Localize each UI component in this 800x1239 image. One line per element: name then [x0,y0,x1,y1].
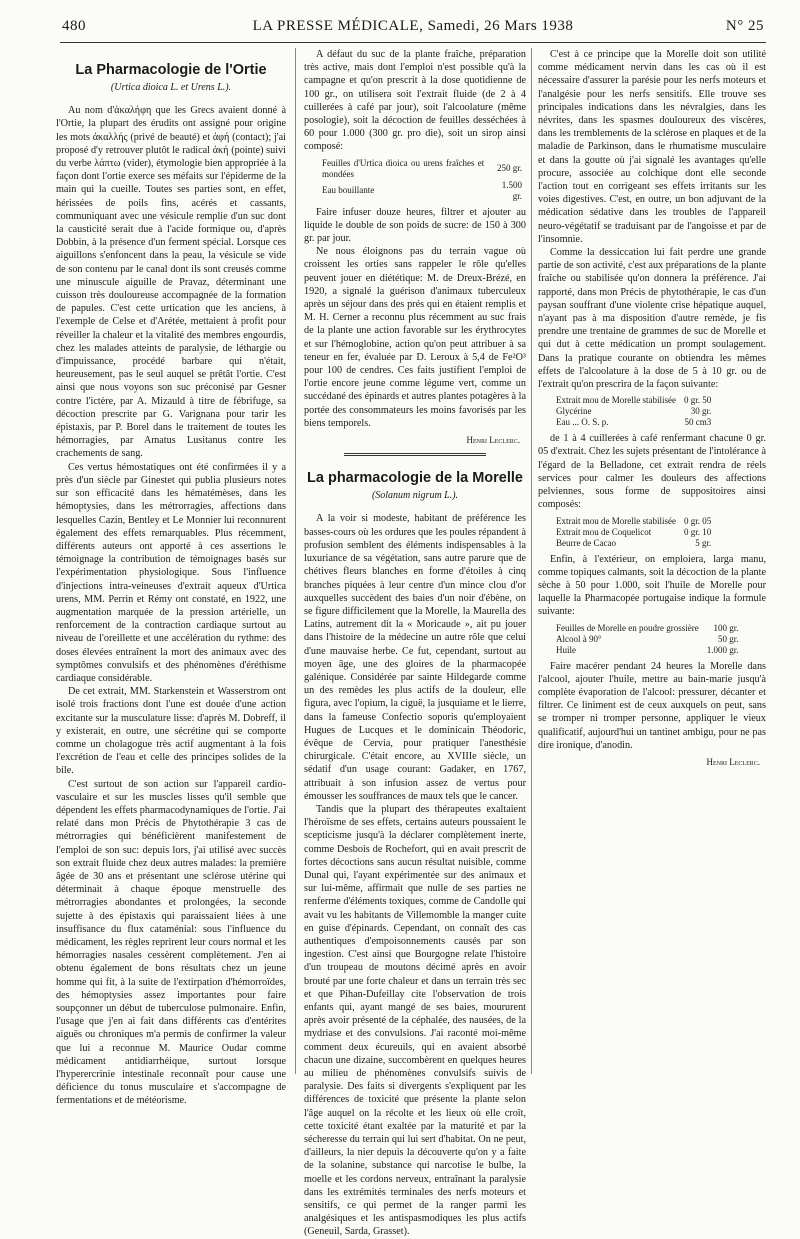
recipe-qty: 250 gr. [496,163,522,174]
paragraph: Ces vertus hémostatiques ont été confirmées il y a près d'un siècle par Ginestet qui publia plusieurs notes sur son efficacité dans les hématémèses, dans les hémoptysies, dans les métrorragies, affections dans lesquelles Cazin, Bentley et Le Monnier lui reconnurent également des effets remarquables. Plus récemment, différents auteurs ont apporté à ces assertions le témoignage la contribution de témoignages basés sur l'expérimentation physiologique. Sous l'influence d'injections intra-veineuses d'extrait aqueux d'Urtica urens, MM. Perrin et Rémy ont constaté, en 1922, une augmentation marquée de la pression artérielle, un renforcement de la contraction cardiaque surtout au niveau de l'oreillette et une accélération du rythme: des doses élevées entraînent la mort des animaux avec des symptômes convulsifs et des phénomènes d'éréthisme cardiaque considérable. [56,461,286,684]
column-separator [295,48,296,1074]
recipe-item: Extrait mou de Morelle stabilisée [556,395,676,406]
signature: Henri Leclerc. [706,756,760,767]
paragraph: Au nom d'ἀκαλήφη que les Grecs avaient donné à l'Ortie, la plupart des érudits ont assigné pour origine les mots ἀκαλλής (privé de beauté) et ἁφή (contact); j'ai proposé d'y retrouver plutôt le radical ἀκή (pointe) suivi du verbe λάπτω (vider), étymologie bien appropriée à la façon dont l'ortie exerce ses méfaits sur l'épiderme de la main qui la cueille. Toutes ses parties sont, en effet, hérissées de poils fins, acérés et cassants, communiquant avec une vésicule remplie d'un suc dont la causticité serait due à l'acide formique ou, d'après Dobbin, à la présence d'un ferment spécial. Lorsque ces aiguillons s'enfoncent dans la peau, la vésicule se vide de son contenu par le canal dont ils sont creusés comme une minuscule aiguille de Pravaz, déterminant une cuisson très douloureuse accompagnée de la formation de papules. C'est cette urtication que les anciens, à l'exemple de Celse et d'Arétée, mettaient à profit pour réveiller la chaleur et la vitalité des membres engourdis, chez les malades atteints de paralysie, de léthargie ou d'impuissance, procédé barbare qui n'était, heureusement, pas le seul auquel se prêtât l'ortie. C'est ainsi que nous voyons son suc préconisé par Gesner contre l'ictère, par A. Mizauld à titre de fébrifuge, sa décoction prescrite par G. Varignana pour tarir les épistaxis, par P. Borel dans le traitement de toutes les hémorragies, par Amatus Lusitanus contre les crachements de sang. [56,105,286,460]
paragraph: Tandis que la plupart des thérapeutes exaltaient l'héroïsme de ses effets, certains auteurs poussaient le scepticisme jusqu'à la déclarer complètement inerte, comme Desbois de Rochefort, qui en avait prescrit de fortes décoctions sans aucun résultat nuisible, comme Dunal qui, l'ayant expérimentée sur des animaux et sur lui-même, affirmait que nulle de ses parties ne renferme d'éléments toxiques, comme de Candolle qui avait vu les habitants de Villemomble la manger cuite en guise d'épinards. Cependant, on connaît des cas authentiques d'empoisonnements causés par son ingestion. C'est ainsi que Bourgogne relate l'histoire d'un troupeau de moutons décimé après en avoir brouté par une forte chaleur et dans un terrain très sec et que Pihan-Dufeillay cite l'observation de trois enfants qui, ayant mangé de ses baies, moururent après avoir présenté de la céphalée, des nausées, de la mydriase et des convulsions. J'ai raconté moi-même comment deux écureuils, qui en avaient absorbé chacun une dizaine, succombèrent en quelques heures au milieu de phénomènes convulsifs suivis de paralysie. Des faits si divergents s'expliquent par les différences de toxicité que présente la plante selon l'âge auquel on la récolte et les lieux où elle croît, cette toxicité étant exaltée par la maturité et par la sécheresse du terrain qui lui sert d'habitat. On ne peut, d'ailleurs, la nier depuis la découverte qu'on y a faite de la solanine, substance qui narcotise le bulbe, la moelle et les cordons nerveux, entraînant la paralysie dans les extrémités terminales des nerfs moteurs et sensitifs, ce qui permet de la ranger parmi les analgésiques et les antispasmodiques les plus actifs (Geneuil, Sarda, Grasset). [304,803,526,1238]
article-title: La pharmacologie de la Morelle [307,470,523,487]
recipe-qty: 100 gr. [713,622,739,633]
paragraph: de 1 à 4 cuillerées à café renfermant chacune 0 gr. 05 d'extrait. Chez les sujets présentant de l'intolérance à l'égard de la Belladone, cet extrait rendra de réels services pour calmer les douleurs des affections pelviennes, sous forme de suppositoires ainsi composés: [538,433,766,511]
column-1 [56,48,286,1107]
recipe-item: Alcool à 90° [556,633,602,644]
recipe-qty: 50 cm3 [684,417,712,428]
issue-number: N° 25 [725,18,764,34]
recipe-item: Feuilles d'Urtica dioica ou urens fraîches et mondées [322,157,485,179]
recipe-table [318,158,526,202]
recipe-qty: 0 gr. 50 [683,395,712,406]
recipe-table [552,623,742,656]
recipe-item: Feuilles de Morelle en poudre grossière [556,622,699,633]
article-title: La Pharmacologie de l'Ortie [75,62,267,78]
paragraph: C'est surtout de son action sur l'appareil cardio-vasculaire et sur les muscles lisses qu'il semble que dépendent les effets pharmacodynamiques de l'ortie. J'ai relaté dans mon Précis de Phytothérapie 3 cas de métrorragies qui bénéficièrent manifestement de l'emploi de son suc: depuis lors, j'ai utilisé avec succès son extrait fluide chez deux autres malades: la première âgée de 30 ans et présentant une sclérose utérine qui déterminait à chaque époque menstruelle des métrorragies abondantes et prolongées, la seconde sujette à des épistaxis qui paraissaient liées à une insuffisance du flux cataménial: sous l'influence du médicament, les règles reprirent leur cours normal et les hémorragies nasales cessèrent complètement. J'en ai obtenu également de bons résultats chez un jeune homme qui fit, à la suite de l'extirpation d'hémorroïdes, des hémoptysies assez importantes pour faire soupçonner un début de tuberculose pulmonaire. Enfin, l'usage que j'en ai fait dans différents cas d'entérites aiguës ou chroniques m'a permis de confirmer la valeur que lui a reconnue M. Maurice Oudar comme médicament antidiarrhéique, surtout lorsque l'hyperercrinie intestinale reconnaît pour cause une déficience du tonus musculaire et s'accompagne de fermentations et de météorisme. [56,778,286,1107]
recipe-table [552,516,715,549]
recipe-qty: 0 gr. 10 [683,526,712,537]
recipe-qty: 30 gr. [690,406,712,417]
recipe-item: Extrait mou de Coquelicot [556,526,652,537]
article-divider [344,453,486,456]
header-rule [60,42,766,43]
recipe-qty: 5 gr. [695,537,712,548]
column-separator [531,48,532,1074]
paragraph: Faire infuser douze heures, filtrer et ajouter au liquide le double de son poids de sucre: de 150 à 300 gr. par jour. [304,206,526,245]
recipe-item: Eau ... O. S. p. [556,417,609,428]
column-3 [538,48,766,1074]
article-subtitle: (Urtica dioica L. et Urens L.). [110,82,232,93]
recipe-qty: 0 gr. 05 [683,515,712,526]
recipe-item: Huile [556,644,576,655]
paragraph: Enfin, à l'extérieur, on emploiera, larga manu, comme topiques calmants, soit la décoction de la plante sèche à 50 pour 1.000, soit l'huile de Morelle pour laquelle la Pharmacopée portugaise indique la formule suivante: [538,553,766,618]
paragraph: Ne nous éloignons pas du terrain vague où croissent les orties sans rappeler le rôle qu'elles peuvent jouer en diététique: M. de Dreux-Brézé, en 1920, a signalé la guérison d'animaux tuberculeux après un séjour dans des prés qui en étaient remplis et M. H. Cerner a reconnu plus récemment au suc frais de la plante une action favorable sur les érythrocytes et sur l'hémoglobine, action qu'on peut attribuer à sa teneur en fer, évaluée par D. Leroux à 5,4 de Fe²O³ pour 100 de cendres. Ces faits justifient l'emploi de l'ortie encore jeune comme légume vert, comme un succédané des épinards et autres plantes potagères à la portée des consommateurs les moins favorisés par les biens temporels. [304,246,526,429]
paragraph: A la voir si modeste, habitant de préférence les basses-cours où les ordures que les poules répandent à profusion semblent des éléments indispensables à la luxuriance de sa végétation, sans autre parure que de chétives fleurs blanches en forme d'étoiles à cinq branches piquées à leur centre d'un mince clou d'or auxquelles succèdent des baies d'un noir d'ébène, on se figure difficilement que la Morelle, la Maurella des Latins, autrement dit la « Moricaude », ait pu jouer dans l'histoire de la médecine un autre rôle que celui d'une mauvaise herbe. Ce fut, cependant, surtout au moyen âge, une des gloires de la pharmacopée galénique. Considérée par sainte Hildegarde comme un des remèdes les plus actifs de la douleur, elle figura, avec l'opium, la ciguë, la jusquiame et le lierre, dans la fameuse Confectio soporis qu'employaient Hugues de Lucques et le dominicain Théodoric, évêque de Cervia, pour pratiquer l'anesthésie chirurgicale. C'était encore, au XVIIIe siècle, un sédatif d'un usage courant: Gadaker, en 1767, attribuait à son infusion assez de vertus pour émousser les souffrances de maux tels que le cancer. [304,513,526,802]
paragraph: De cet extrait, MM. Starkenstein et Wasserstrom ont isolé trois fractions dont l'une est douée d'une action excitante sur la musculature lisse: d'après M. Dobreff, il y existerait, en outre, une sécrétine qui se comporte comme un cholagogue très actif augmentant à la fois l'excrétion de l'eau et celle des principes solides de la bile. [56,686,286,777]
recipe-qty: 50 gr. [717,633,739,644]
recipe-item: Glycérine [556,406,592,417]
recipe-item: Eau bouillante [322,185,375,196]
paragraph: Comme la dessiccation lui fait perdre une grande partie de son activité, c'est aux préparations de la plante fraîche ou stabilisée qu'on donnera la préférence. J'ai rapporté, dans mon Précis de phytothérapie, le cas d'un paysan souffrant d'une violente crise hépatique auquel, n'ayant pas à ma disposition d'autre remède, je fis prendre une trentaine de grammes de suc de Morelle et qui dut à cette médication un prompt soulagement. Dans la pratique courante on obtiendra les mêmes effets de l'alcoolature à la dose de 5 à 10 gr. ou de l'extrait qu'on prescrira de la façon suivante: [538,247,766,391]
signature: Henri Leclerc. [466,435,520,446]
recipe-qty: 1.500 gr. [501,179,522,201]
paragraph: Faire macérer pendant 24 heures la Morelle dans l'alcool, ajouter l'huile, mettre au bain-marie jusqu'à complète évaporation de l'alcool: pressurer, décanter et filtrer. Ce liniment est de ceux auxquels on peut, sans se tromper ni tromper personne, appliquer le vieux qualificatif, aujourd'hui un tantinet ambigu, pour ne pas dire ironique, d'anodin. [538,660,766,751]
recipe-qty: 1.000 gr. [706,644,739,655]
recipe-table [552,395,715,428]
page-header [62,18,764,40]
recipe-item: Extrait mou de Morelle stabilisée [556,515,676,526]
recipe-item: Beurre de Cacao [556,537,616,548]
column-2 [304,48,526,1238]
paragraph: A défaut du suc de la plante fraîche, préparation très active, mais dont l'emploi n'est possible qu'à la campagne et qu'on prescrit à la dose quotidienne de 100 gr., on utilisera soit l'extrait fluide (de 2 à 4 cuillerées à café par jour), soit l'alcoolature (même posologie), soit la décoction de feuilles desséchées à 60 pour 1.000 (300 gr. pro die), soit un sirop ainsi composé: [304,49,526,153]
journal-title: LA PRESSE MÉDICALE, Samedi, 26 Mars 1938 [252,18,574,34]
article-subtitle: (Solanum nigrum L.). [371,490,459,502]
paragraph: C'est à ce principe que la Morelle doit son utilité comme médicament nervin dans les cas où il est nécessaire d'assurer la parésie pour les nerfs moteurs et l'analgésie pour les nerfs sensitifs. Elle trouve ses principales indications dans les névralgies, dans les névrites, dans les spasmes douloureux des viscères, dans les tremblements de la sclérose en plaques et de la maladie de Parkinson, dans le rhumatisme musculaire et dans la goutte où j'ai signalé les avantages qu'elle procure, associée au colchique dont elle seconde l'action tout en corrigeant ses effets irritants sur les voies digestives. C'est, en outre, un bon adjuvant de la médication sédative dans les troubles de l'appareil neuro-végétatif se traduisant par de l'angoisse et par de l'insomnie. [538,49,766,245]
page-number: 480 [62,18,86,34]
